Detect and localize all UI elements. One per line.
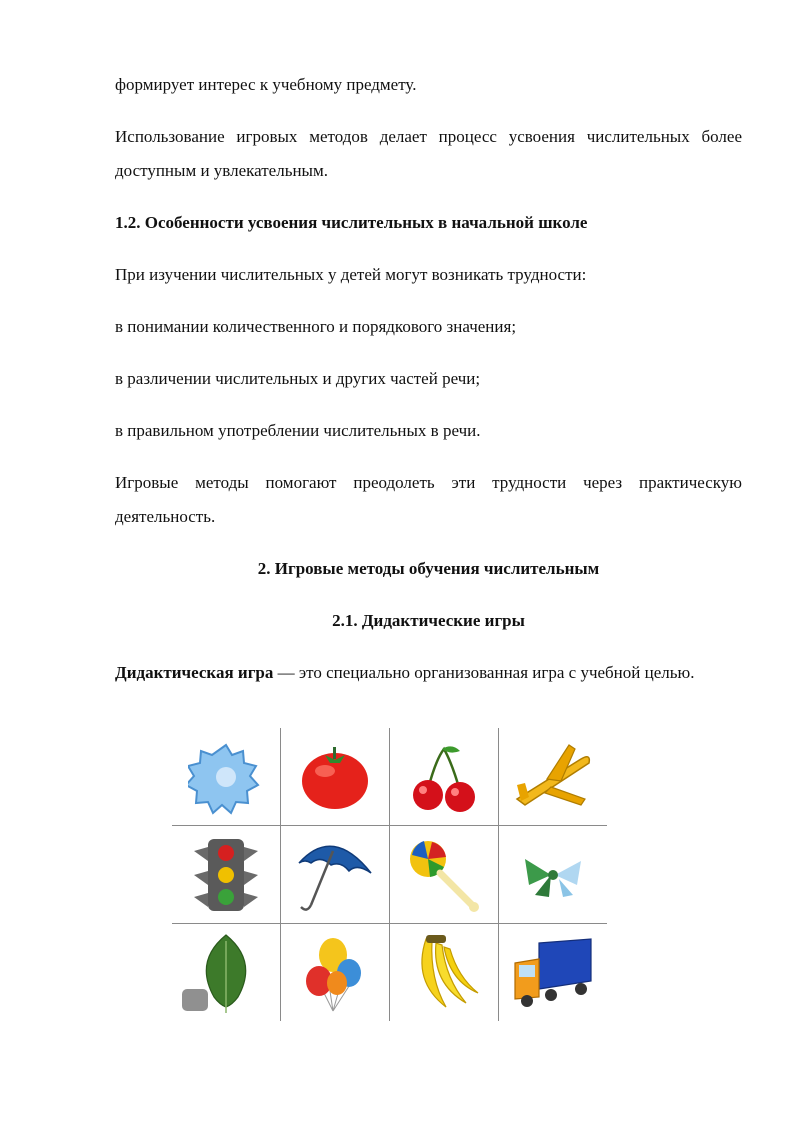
rattle-icon	[402, 833, 486, 917]
grid-cell	[281, 728, 390, 826]
list-item: в понимании количественного и порядкового значения;	[115, 317, 517, 336]
traffic-light-icon	[188, 835, 264, 915]
grid-cell	[281, 826, 390, 924]
umbrella-icon	[293, 833, 377, 917]
grid-cell	[172, 826, 281, 924]
grid-cell	[390, 924, 499, 1022]
chapter-heading: 2. Игровые методы обучения числительным	[257, 559, 600, 578]
document-body	[115, 68, 742, 690]
gear-icon	[188, 739, 264, 815]
truck-icon	[511, 937, 595, 1009]
list-item: в правильном употреблении числительных в речи.	[115, 421, 481, 440]
bow-icon	[515, 845, 591, 905]
bananas-icon	[406, 931, 482, 1015]
section-heading: 1.2. Особенности усвоения числительных в начальной школе	[115, 213, 588, 232]
paragraph: При изучении числительных у детей могут возникать трудности:	[115, 265, 587, 284]
paragraph: Использование игровых методов делает процесс усвоения числительных более доступным и увлекательным.	[115, 127, 742, 180]
grid-cell	[499, 826, 608, 924]
cherries-icon	[406, 739, 482, 815]
grid-cell	[172, 924, 281, 1022]
definition-term: Дидактическая игра	[115, 663, 274, 682]
paragraph: Игровые методы помогают преодолеть эти трудности через практическую деятельность.	[115, 473, 742, 526]
paragraph: формирует интерес к учебному предмету.	[115, 75, 417, 94]
grid-cell	[499, 924, 608, 1022]
definition-text: — это специально организованная игра с учебной целью.	[273, 663, 695, 682]
grid-cell	[499, 728, 608, 826]
grid-cell	[390, 728, 499, 826]
subsection-heading: 2.1. Дидактические игры	[332, 611, 525, 630]
image-search-icon[interactable]	[182, 989, 208, 1011]
grid-cell	[281, 924, 390, 1022]
definition-paragraph	[115, 656, 742, 690]
list-item: в различении числительных и других частей речи;	[115, 369, 481, 388]
airplane-icon	[511, 737, 595, 817]
balloons-icon	[297, 931, 373, 1015]
picture-grid	[172, 728, 604, 1020]
tomato-icon	[297, 739, 373, 815]
grid-cell	[172, 728, 281, 826]
grid-cell	[390, 826, 499, 924]
